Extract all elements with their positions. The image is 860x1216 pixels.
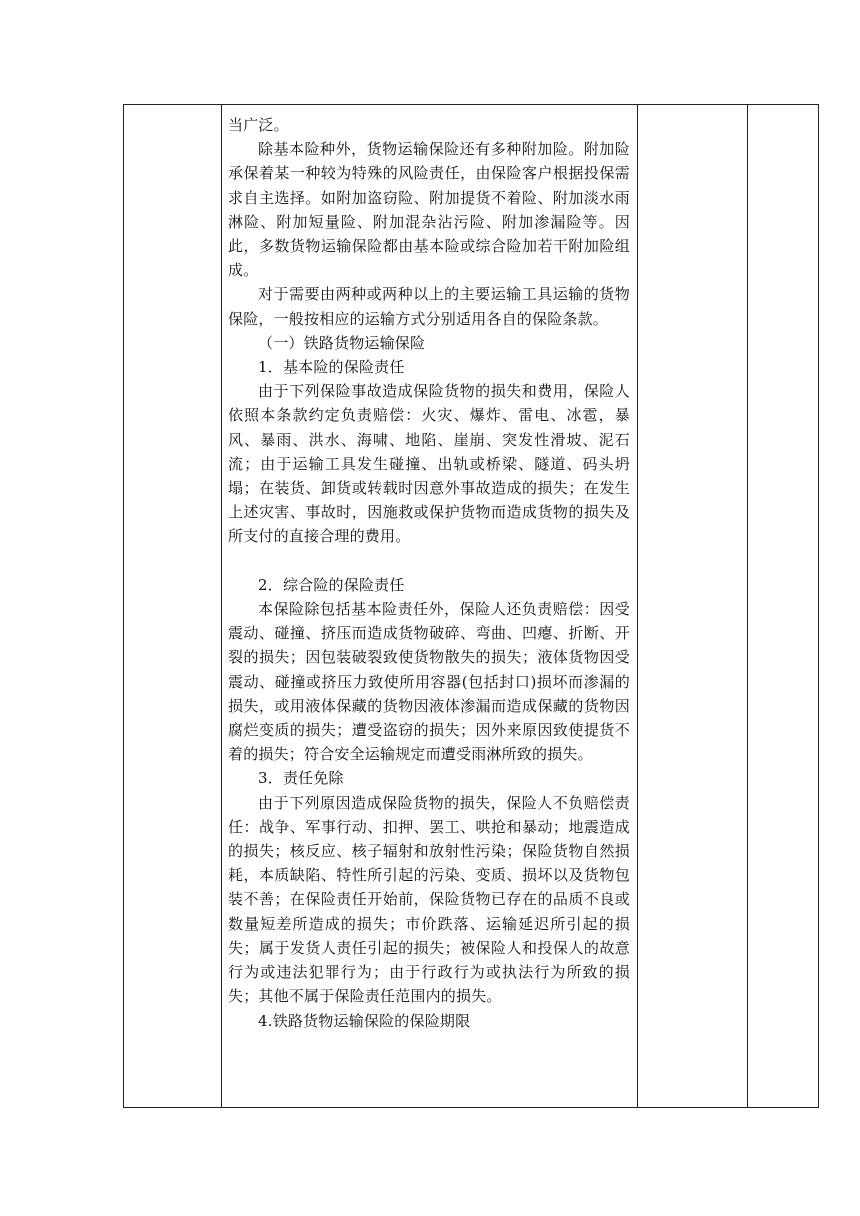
document-table [123, 104, 819, 1108]
blank-line [228, 549, 630, 573]
empty-cell-left [124, 105, 221, 1107]
section-heading-railway: （一）铁路货物运输保险 [258, 333, 426, 352]
subheading-basic-liability: 1．基本险的保险责任 [258, 358, 405, 377]
content-cell [228, 113, 630, 1033]
paragraph-multimodal: 对于需要由两种或两种以上的主要运输工具运输的货物保险，一般按相应的运输方式分别适用各自的保险条款。 [228, 285, 630, 328]
paragraph-exclusions: 由于下列原因造成保险货物的损失，保险人不负赔偿责任：战争、军事行动、扣押、罢工、哄抢和暴动；地震造成的损失；核反应、核子辐射和放射性污染；保险货物自然损耗，本质缺陷、特性所引起的污染、变质、损坏以及货物包装不善；在保险责任开始前，保险货物已存在的品质不良或数量短差所造成的损失；市价跌落、运输延迟所引起的损失；属于发货人责任引起的损失；被保险人和投保人的故意行为或违法犯罪行为；由于行政行为或执法行为所致的损失；其他不属于保险责任范围内的损失。 [228, 793, 630, 1006]
column-divider [221, 105, 222, 1107]
subheading-exclusions: 3．责任免除 [258, 769, 344, 788]
paragraph-basic-liability: 由于下列保险事故造成保险货物的损失和费用，保险人依照本条款约定负责赔偿：火灾、爆炸、雷电、冰雹，暴风、暴雨、洪水、海啸、地陷、崖崩、突发性滑坡、泥石流；由于运输工具发生碰撞、出轨或桥梁、隧道、码头坍塌；在装货、卸货或转载时因意外事故造成的损失；在发生上述灾害、事故时，因施救或保护货物而造成货物的损失及所支付的直接合理的费用。 [228, 382, 630, 546]
subheading-insurance-period: 4.铁路货物运输保险的保险期限 [258, 1011, 471, 1030]
paragraph-comprehensive-liability: 本保险除包括基本险责任外，保险人还负责赔偿：因受震动、碰撞、挤压而造成货物破碎、弯曲、凹瘪、折断、开裂的损失；因包装破裂致使货物散失的损失；液体货物因受震动、碰撞或挤压力致使所用容器(包括封口)损坏而渗漏的损失，或用液体保藏的货物因液体渗漏而造成保藏的货物因腐烂变质的损失；遭受盗窃的损失；因外来原因致使提货不着的损失；符合安全运输规定而遭受雨淋所致的损失。 [228, 600, 630, 764]
empty-cell-right-1 [638, 105, 747, 1107]
subheading-comprehensive-liability: 2．综合险的保险责任 [258, 575, 405, 594]
paragraph-additional-insurance: 除基本险种外，货物运输保险还有多种附加险。附加险承保着某一种较为特殊的风险责任，由保险客户根据投保需求自主选择。如附加盗窃险、附加提货不着险、附加淡水雨淋险、附加短量险、附加混杂沾污险、附加渗漏险等。因此，多数货物运输保险都由基本险或综合险加若干附加险组成。 [228, 140, 630, 280]
paragraph-continuation: 当广泛。 [228, 116, 289, 134]
empty-cell-right-2 [748, 105, 819, 1107]
